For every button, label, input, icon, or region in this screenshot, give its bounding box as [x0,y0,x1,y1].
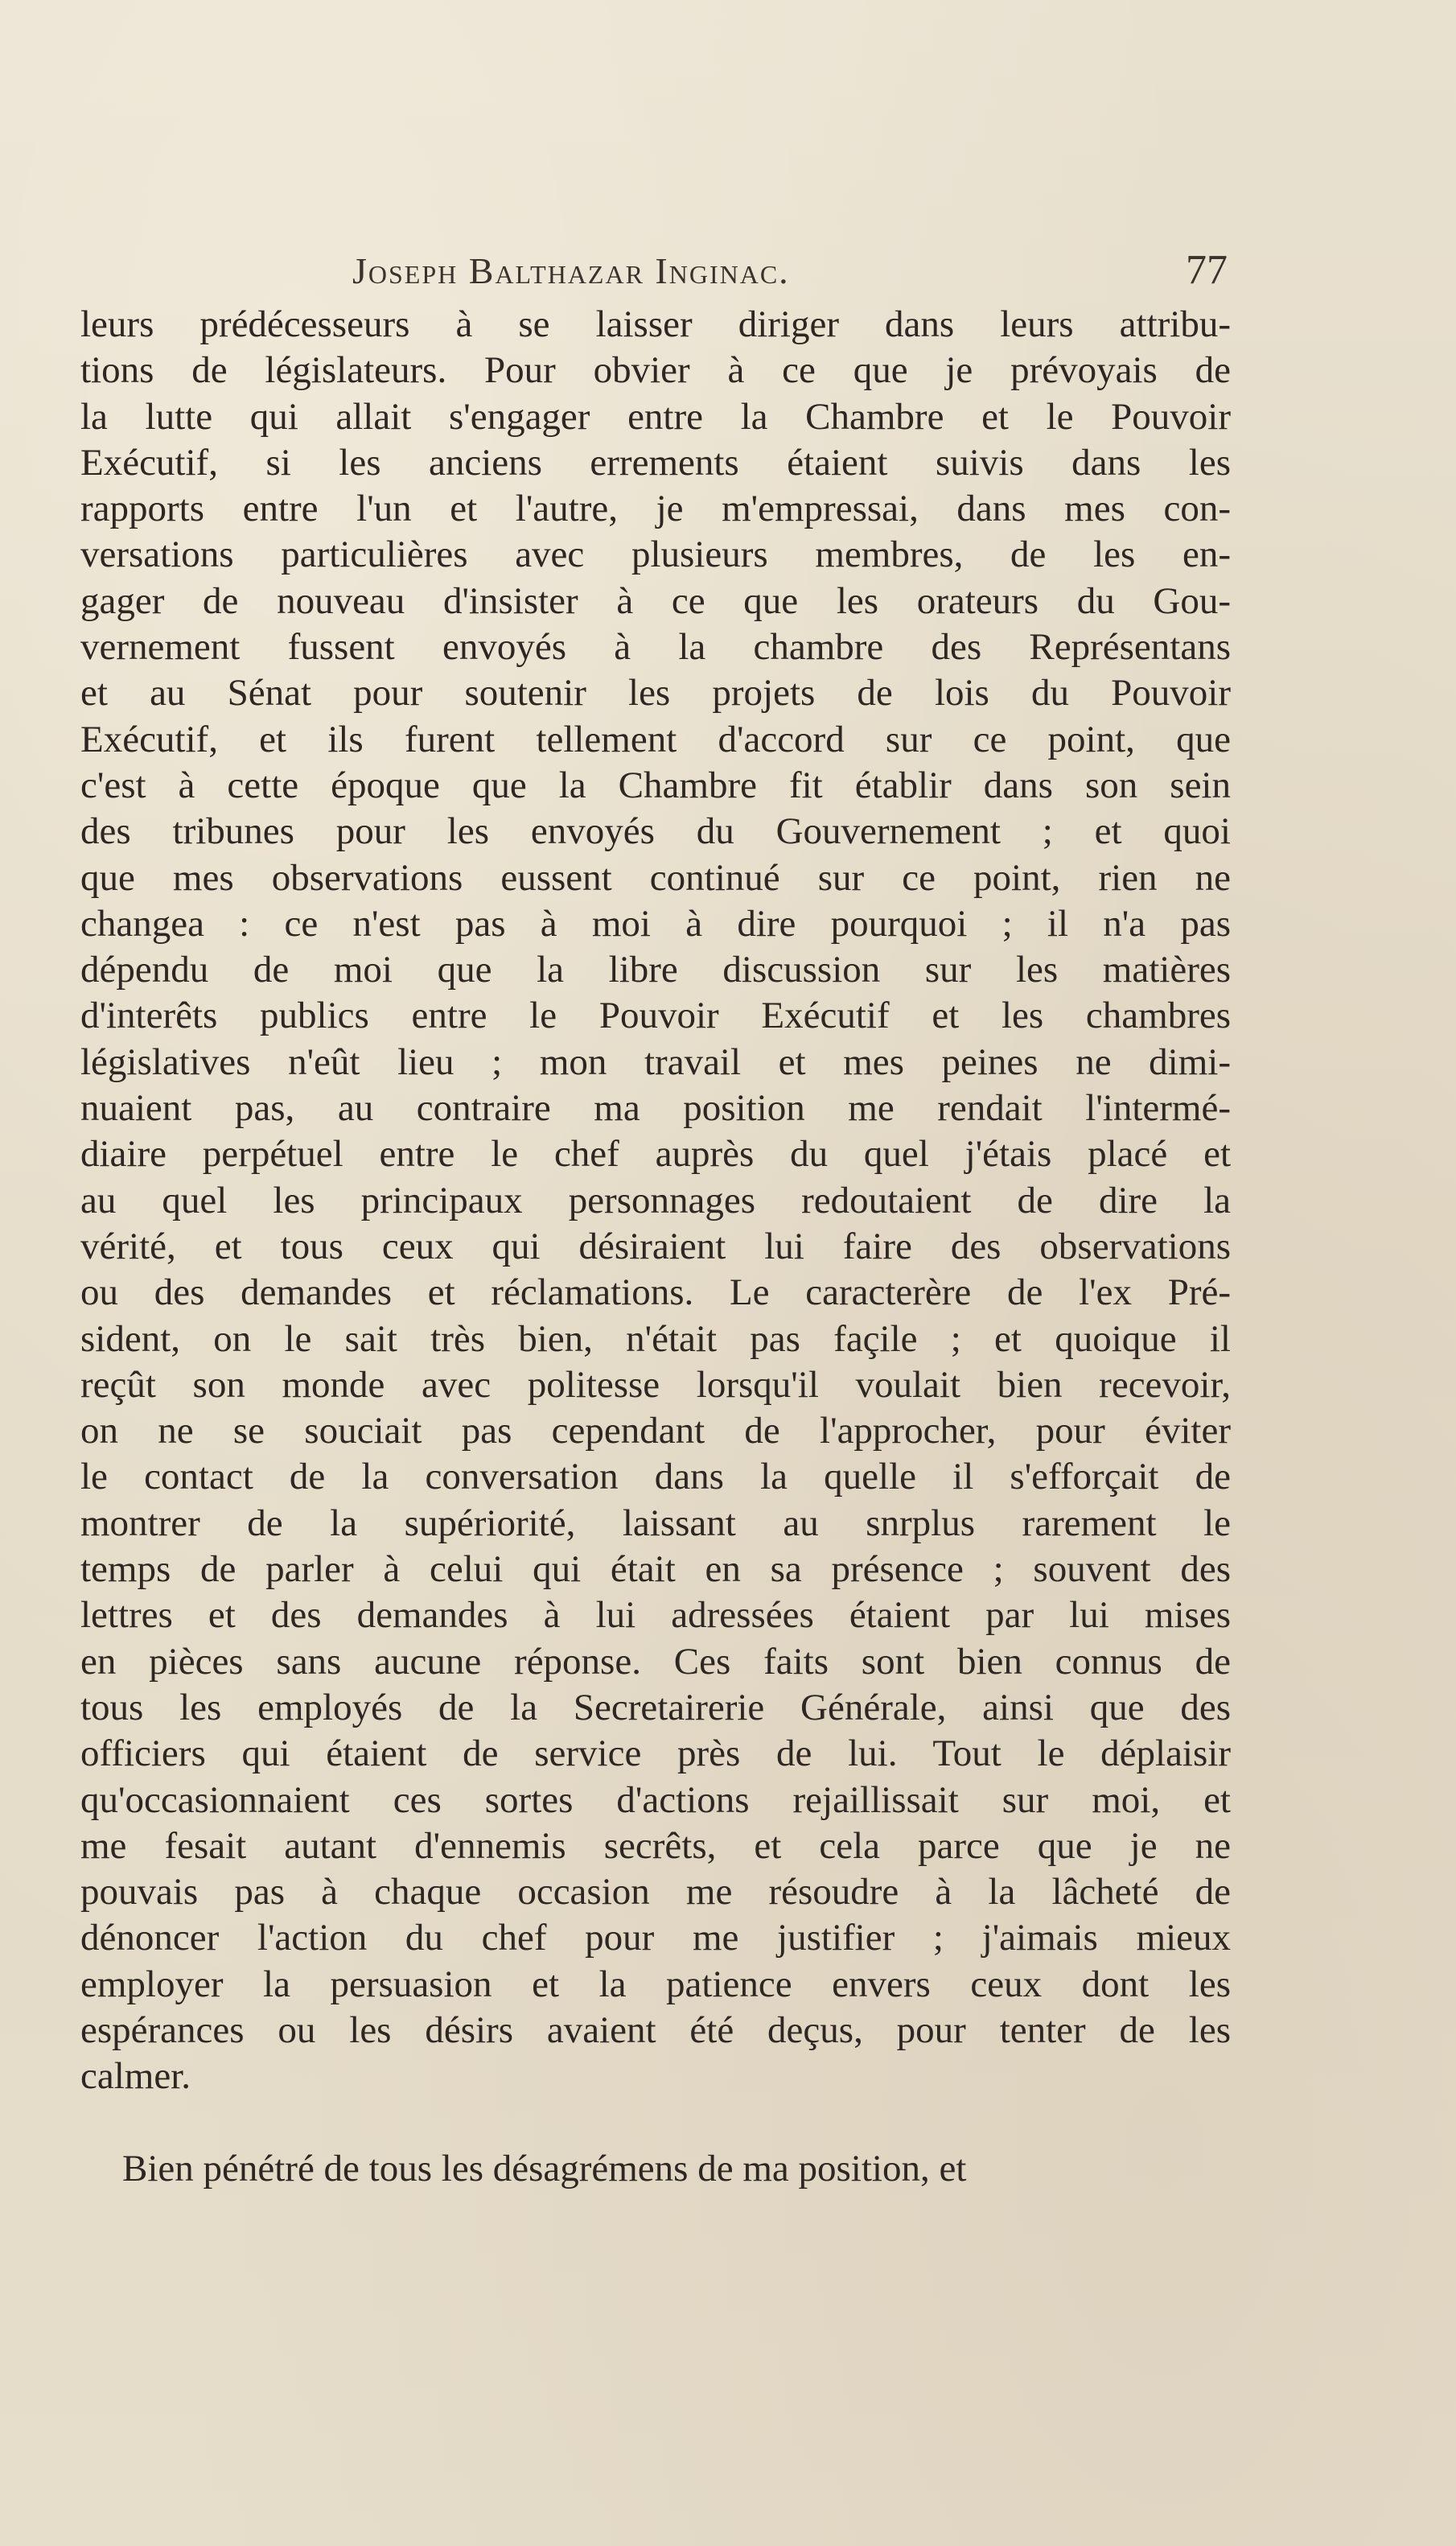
text-line: leurs prédécesseurs à se laisser diriger dans leurs attribu- [80,303,1231,345]
text-line: législatives n'eût lieu ; mon travail et mes peines ne dimi- [80,1040,1231,1083]
text-line: nuaient pas, au contraire ma position me rendait l'intermé- [80,1087,1231,1130]
text-line: espérances ou les désirs avaient été deçus, pour tenter de les [80,2008,1231,2051]
text-line: Exécutif, et ils furent tellement d'accord sur ce point, que [80,718,1231,760]
text-line: Bien pénétré de tous les désagrémens de ma position, et [122,2147,967,2190]
text-line: me fesait autant d'ennemis secrêts, et cela parce que je ne [80,1824,1231,1867]
paragraph-1 [80,302,1231,2100]
text-line: dénoncer l'action du chef pour me justifier ; j'aimais mieux [80,1917,1231,1959]
text-line: diaire perpétuel entre le chef auprès du quel j'étais placé et [80,1133,1231,1176]
text-line: sident, on le sait très bien, n'était pas façile ; et quoique il [80,1317,1231,1360]
text-line: lettres et des demandes à lui adressées étaient par lui mises [80,1594,1231,1637]
body-text [80,302,1231,2192]
text-line: changea : ce n'est pas à moi à dire pourquoi ; il n'a pas [80,902,1231,945]
text-line: versations particulières avec plusieurs membres, de les en- [80,534,1231,576]
running-head [80,241,1231,306]
text-line: on ne se souciait pas cependant de l'approcher, pour éviter [80,1410,1231,1452]
text-line: dépendu de moi que la libre discussion sur les matières [80,949,1231,991]
text-line: officiers qui étaient de service près de lui. Tout le déplaisir [80,1732,1231,1775]
text-line: c'est à cette époque que la Chambre fit établir dans son sein [80,764,1231,806]
text-line: tous les employés de la Secretairerie Générale, ainsi que des [80,1686,1231,1728]
text-line: calmer. [80,2055,191,2098]
text-line: gager de nouveau d'insister à ce que les orateurs du Gou- [80,579,1231,622]
text-line: au quel les principaux personnages redoutaient de dire la [80,1179,1231,1222]
text-line: d'interêts publics entre le Pouvoir Exécutif et les chambres [80,995,1231,1037]
text-line: montrer de la supériorité, laissant au snrplus rarement le [80,1502,1231,1544]
text-line: la lutte qui allait s'engager entre la Chambre et le Pouvoir [80,395,1231,438]
text-line: que mes observations eussent continué sur ce point, rien ne [80,856,1231,899]
paragraph-spacer [80,2100,1231,2146]
text-line: en pièces sans aucune réponse. Ces faits sont bien connus de [80,1640,1231,1683]
text-line: reçût son monde avec politesse lorsqu'il voulait bien recevoir, [80,1363,1231,1406]
text-line: temps de parler à celui qui était en sa présence ; souvent des [80,1548,1231,1591]
paragraph-2 [80,2146,1231,2192]
text-line: qu'occasionnaient ces sortes d'actions rejaillissait sur moi, et [80,1778,1231,1821]
text-line: vernement fussent envoyés à la chambre des Représentans [80,626,1231,669]
page-number: 77 [1186,247,1228,293]
text-line: des tribunes pour les envoyés du Gouvernement ; et quoi [80,810,1231,853]
text-line: et au Sénat pour soutenir les projets de lois du Pouvoir [80,672,1231,715]
text-line: vérité, et tous ceux qui désiraient lui faire des observations [80,1225,1231,1267]
running-title: Joseph Balthazar Inginac. [352,250,790,291]
text-line: tions de législateurs. Pour obvier à ce que je prévoyais de [80,349,1231,392]
text-line: Exécutif, si les anciens errements étaient suivis dans les [80,441,1231,484]
text-line: employer la persuasion et la patience envers ceux dont les [80,1963,1231,2005]
text-line: rapports entre l'un et l'autre, je m'empressai, dans mes con- [80,488,1231,530]
text-line: ou des demandes et réclamations. Le caracterère de l'ex Pré- [80,1271,1231,1314]
text-line: le contact de la conversation dans la quelle il s'efforçait de [80,1456,1231,1498]
text-line: pouvais pas à chaque occasion me résoudre à la lâcheté de [80,1871,1231,1914]
